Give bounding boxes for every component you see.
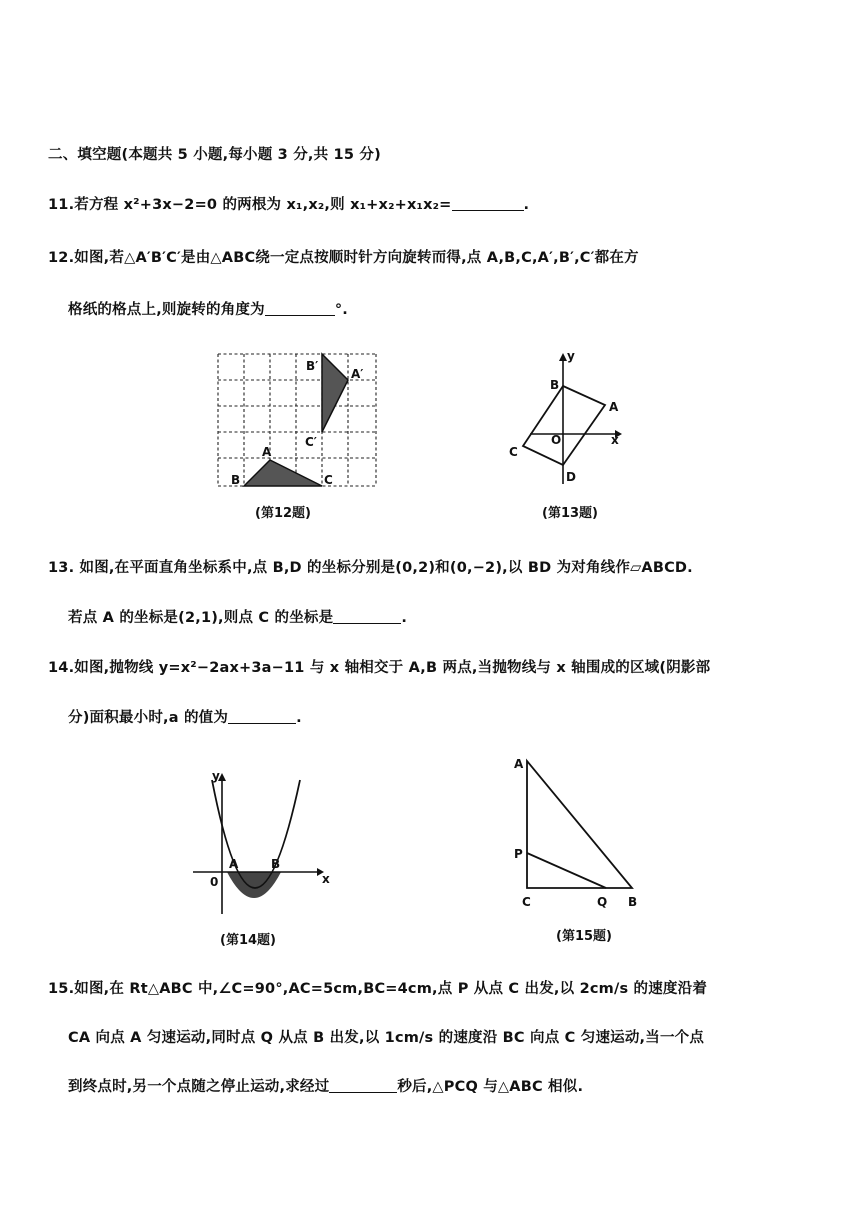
question-12-line-2-text: 格纸的格点上,则旋转的角度为: [68, 302, 265, 318]
answer-blank-15[interactable]: [329, 1078, 397, 1093]
label-y: y: [212, 769, 220, 783]
question-12-end: °.: [334, 302, 348, 318]
label-y: y: [567, 349, 575, 363]
question-14-line-1: 14.如图,抛物线 y=x²−2ax+3a−11 与 x 轴相交于 A,B 两点,当抛物线与 x 轴围成的区域(阴影部: [48, 660, 711, 676]
question-13-end: .: [401, 610, 408, 626]
label-a: A: [609, 400, 619, 414]
figure-15-caption: (第15题): [556, 929, 612, 944]
label-b: B: [550, 378, 560, 392]
question-11-end: .: [523, 197, 530, 213]
label-q: Q: [597, 895, 608, 909]
triangle-abc: [527, 761, 632, 888]
label-c: C: [509, 445, 518, 459]
label-c: C: [522, 895, 531, 909]
question-15-line-2: CA 向点 A 匀速运动,同时点 Q 从点 B 出发,以 1cm/s 的速度沿 BC 向点 C 匀速运动,当一个点: [68, 1030, 705, 1046]
question-14-end: .: [296, 710, 302, 726]
figure-15: [510, 752, 645, 912]
question-14-line-2-text: 分)面积最小时,a 的值为: [68, 710, 229, 726]
label-a: A: [229, 857, 239, 871]
y-axis-arrow: [559, 353, 567, 361]
question-12-line-2: [68, 298, 348, 319]
figure-12-caption: (第12题): [255, 506, 311, 521]
figure-13-caption: (第13题): [542, 506, 598, 521]
question-13-line-1: 13. 如图,在平面直角坐标系中,点 B,D 的坐标分别是(0,2)和(0,−2),以 BD 为对角线作▱ABCD.: [48, 560, 693, 576]
question-12-line-1: 12.如图,若△A′B′C′是由△ABC绕一定点按顺时针方向旋转而得,点 A,B,C,A′,B′,C′都在方: [48, 250, 639, 266]
parallelogram-abcd: [523, 386, 605, 465]
label-o: 0: [210, 875, 219, 889]
question-15-line-3: [68, 1075, 583, 1096]
label-b: B: [628, 895, 638, 909]
triangle-a1b1c1: [322, 354, 348, 432]
segment-pq: [527, 853, 606, 888]
question-15-line-3-end: 秒后,△PCQ 与△ABC 相似.: [397, 1079, 584, 1095]
label-d: D: [566, 470, 576, 484]
label-a: A: [262, 445, 272, 459]
label-c-prime: C′: [305, 435, 317, 449]
triangle-abc: [244, 460, 322, 486]
label-x: x: [611, 433, 619, 447]
question-13-line-2: [68, 606, 407, 627]
label-o: O: [551, 433, 562, 447]
label-c: C: [324, 473, 333, 487]
question-15-line-3-text: 到终点时,另一个点随之停止运动,求经过: [68, 1079, 330, 1095]
label-x: x: [322, 872, 330, 886]
question-14-line-2: [68, 706, 302, 727]
answer-blank-12[interactable]: [265, 301, 335, 316]
question-11: [48, 193, 529, 214]
question-13-line-2-text: 若点 A 的坐标是(2,1),则点 C 的坐标是: [68, 610, 334, 626]
figure-13: [505, 350, 625, 490]
figure-12: [214, 350, 384, 495]
answer-blank-13[interactable]: [333, 609, 401, 624]
shaded-region: [227, 872, 281, 898]
section-header: 二、填空题(本题共 5 小题,每小题 3 分,共 15 分): [48, 147, 381, 163]
question-11-text: 11.若方程 x²+3x−2=0 的两根为 x₁,x₂,则 x₁+x₂+x₁x₂=: [48, 197, 452, 213]
answer-blank-14[interactable]: [228, 709, 296, 724]
question-15-line-1: 15.如图,在 Rt△ABC 中,∠C=90°,AC=5cm,BC=4cm,点 P 从点 C 出发,以 2cm/s 的速度沿着: [48, 981, 708, 997]
label-a: A: [514, 757, 524, 771]
label-p: P: [514, 847, 523, 861]
answer-blank-11[interactable]: [452, 196, 524, 211]
label-b: B: [231, 473, 241, 487]
label-b: B: [271, 857, 281, 871]
label-a-prime: A′: [351, 367, 364, 381]
label-b-prime: B′: [306, 359, 319, 373]
figure-14-caption: (第14题): [220, 933, 276, 948]
figure-14: [190, 768, 335, 916]
